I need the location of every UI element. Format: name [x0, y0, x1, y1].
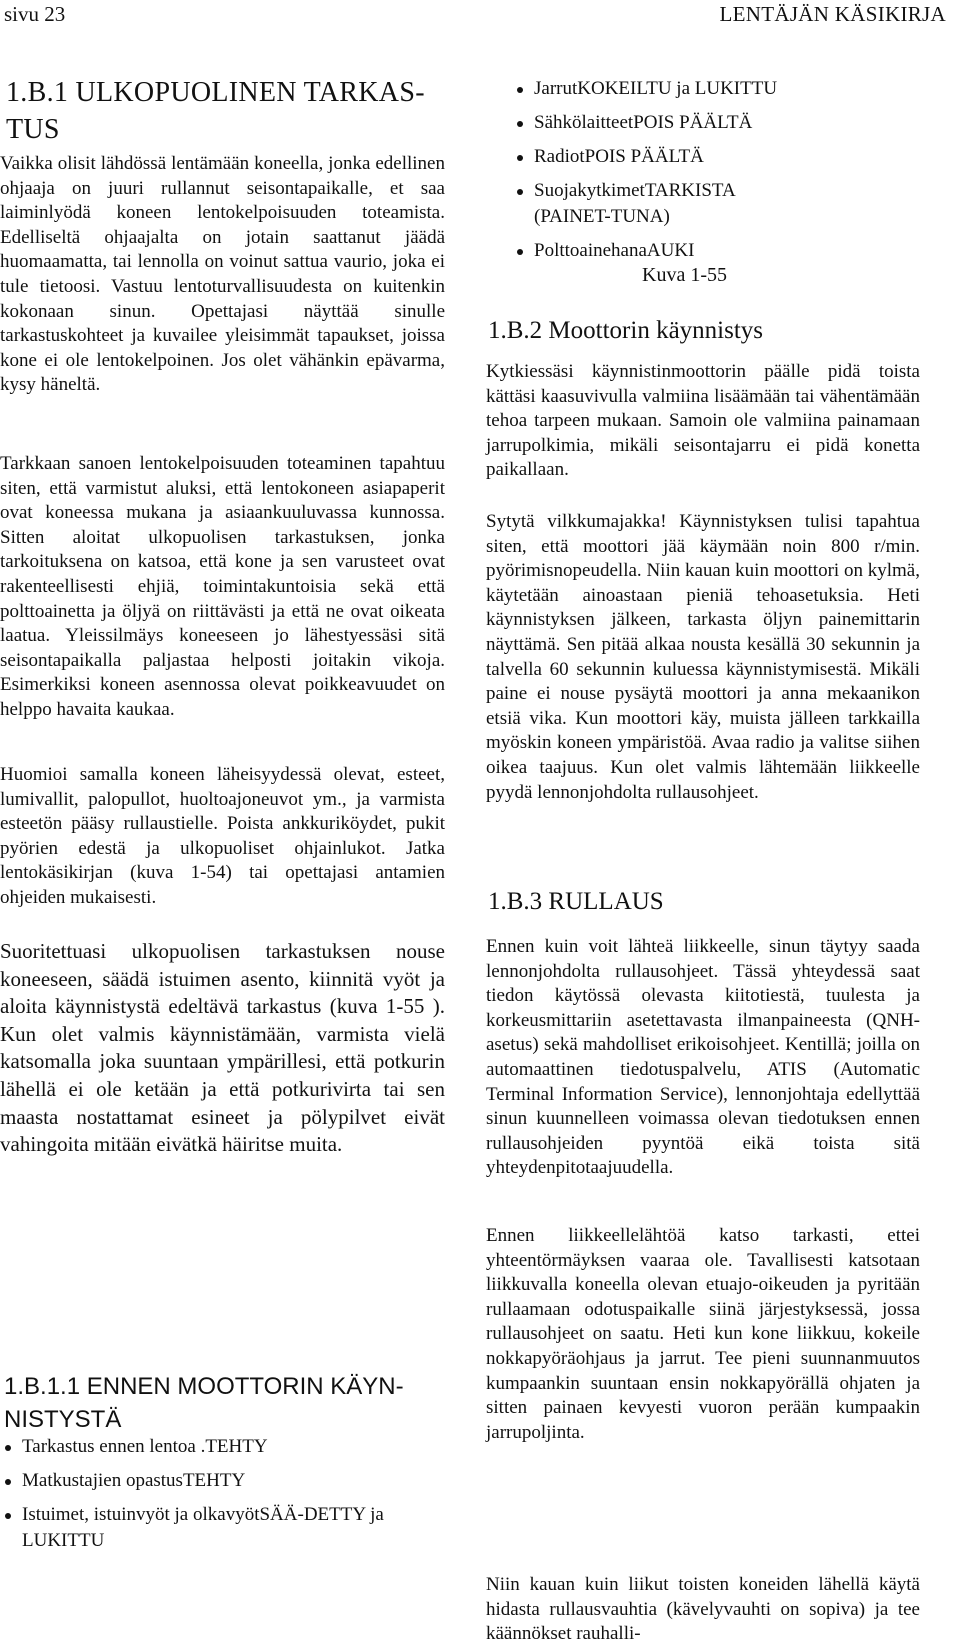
checklist-item: PolttoainehanaAUKI	[512, 238, 812, 264]
paragraph: Ennen liikkeellelähtöä katso tarkasti, ettei yhteentörmäyksen vaaraa ole. Tavallisesti katsotaan liikkuvalla koneella olevan etuajo-oikeuden ja pyritään rullaamaan odotuspaikalle siinä järjestyksessä, jossa rullausohjeet on saatu. Heti kun kone liikkuu, kokeile nokkapyöräohjaus ja jarrut. Tee pieni suunnanmuutos kumpaankin suuntaan ensin nokkapyörällä ohjaten ja sitten painaen kevyesti vuoron perään kumpaakin jarrupoljinta.	[486, 1225, 920, 1443]
paragraph: Sytytä vilkkumajakka! Käynnistyksen tulisi tapahtua siten, että moottori jää käymään noin 800 r/min. pyörimisnopeudella. Niin kauan kuin moottori on kylmä, käytetään ainoastaan pieniä tehoasetuksia. Heti käynnistyksen jälkeen, tarkasta öljyn painemittarin näyttämä. Sen pitää alkaa nousta kesällä 30 sekunnin ja talvella 60 sekunnin kuluessa käynnistymisestä. Mikäli paine ei nouse pysäytä moottori ja anna mekaanikon etsiä vika. Kun moottori käy, muista jälleen tarkkailla myöskin koneen ympäristöä. Avaa radio ja valitse siihen oikea taajuus. Kun olet valmis lähtemään liikkeelle pyydä lennonjohdolta rullausohjeet.	[486, 511, 920, 803]
checklist-item: SuojakytkimetTARKISTA (PAINET-TUNA)	[512, 178, 812, 230]
paragraph: Niin kauan kuin liikut toisten koneiden lähellä käytä hidasta rullausvauhtia (kävelyvauhti on sopiva) ja tee käännökset rauhalli-	[486, 1574, 920, 1645]
checklist	[512, 76, 812, 272]
checklist-item: SähkölaitteetPOIS PÄÄLTÄ	[512, 110, 812, 136]
checklist	[0, 1434, 445, 1562]
page-number: sivu 23	[4, 2, 66, 26]
figure-caption: Kuva 1-55	[642, 264, 727, 286]
checklist-item: JarrutKOKEILTU ja LUKITTU	[512, 76, 812, 102]
subsection-heading: 1.B.1.1 ENNEN MOOTTORIN KÄYN-NISTYSTÄ	[4, 1373, 404, 1433]
paragraph: Suoritettuasi ulkopuolisen tarkastuksen nouse koneeseen, säädä istuimen asento, kiinnitä vyöt ja aloita käynnistystä edeltävä tarkastus (kuva 1-55 ). Kun olet valmis käynnistämään, varmista vielä katsomalla joka suuntaan ympärillesi, että potkurin lähellä ei ole ketään ja että potkurivirta tai sen maasta nostattamat esineet ja pölypilvet eivät vahingoita mitään eivätkä häiritse muita.	[0, 939, 445, 1157]
paragraph: Vaikka olisit lähdössä lentämään koneella, jonka edellinen ohjaaja on juuri rullannut seisontapaikalle, et saa laiminlyödä koneen lentokelpoisuuden toteamista. Edelliseltä ohjaajalta on jotain saattanut jäädä huomaamatta, tai lennolla on voinut sattua vaurio, joka ei tule tietoosi. Vastuu lentoturvallisuudesta on kuitenkin kokonaan sinun. Opettajasi näyttää sinulle tarkastuskohteet ja kuvailee yleisimmät tapaukset, joissa kone ei ole lentokelpoinen. Jos olet vähänkin epävarma, kysy häneltä.	[0, 153, 445, 396]
section-heading: 1.B.1 ULKOPUOLINEN TARKAS-TUS	[6, 77, 425, 145]
section-heading: 1.B.2 Moottorin käynnistys	[488, 317, 764, 344]
checklist-item: RadiotPOIS PÄÄLTÄ	[512, 144, 812, 170]
checklist-item: Tarkastus ennen lentoa .TEHTY	[0, 1434, 445, 1460]
paragraph: Ennen kuin voit lähteä liikkeelle, sinun täytyy saada lennonjohdolta rullausohjeet. Tässä yhteydessä saat tiedon käytössä olevasta kiitotiestä, tuulesta ja korkeusmittariin asetettavasta ilmanpaineesta (QNH-asetus) sekä mahdolliset erikoisohjeet. Kentillä; joilla on automaattinen tiedotuspalvelu, ATIS (Automatic Terminal Information Service), lennonjohtaja edellyttää sinun kuunnelleen voimassa olevan tiedotuksen ennen rullausohjeiden pyyntöä eikä toista sitä yhteydenpitotaajuudella.	[486, 936, 920, 1179]
running-title: LENTÄJÄN KÄSIKIRJA	[719, 2, 946, 26]
paragraph: Tarkkaan sanoen lentokelpoisuuden toteaminen tapahtuu siten, että varmistut aluksi, että lentokoneen asiapaperit ovat koneessa mukana ja asiaankuuluvassa kunnossa. Sitten aloitat ulkopuolisen tarkastuksen, jonka tarkoituksena on katsoa, että kone ja sen varusteet ovat rakenteellisesti ehjiä, toimintakuntoisia sekä että polttoainetta ja öljyä on riittävästi ja että ne ovat oikeata laatua. Yleissilmäys koneeseen jo lähestyessäsi sitä seisontapaikalla paljastaa helposti joitakin vikoja. Esimerkiksi koneen asennossa olevat poikkeavuudet on helppo havaita kaukaa.	[0, 453, 445, 720]
paragraph: Kytkiessäsi käynnistinmoottorin päälle pidä toista kättäsi kaasuvivulla valmiina lisäämään tai vähentämään tehoa tarpeen mukaan. Samoin ole valmiina painamaan jarrupolkimia, mikäli seisontajarru ei pidä konetta paikallaan.	[486, 361, 920, 481]
checklist-item: Istuimet, istuinvyöt ja olkavyötSÄÄ-DETTY ja LUKITTU	[0, 1502, 445, 1554]
page-header	[0, 0, 960, 40]
checklist-item: Matkustajien opastusTEHTY	[0, 1468, 445, 1494]
paragraph: Huomioi samalla koneen läheisyydessä olevat, esteet, lumivallit, palopullot, huoltoajoneuvot ym., ja varmista esteetön pääsy rullaustielle. Poista ankkuriköydet, pukit pyörien edestä ja ulkopuoliset ohjainlukot. Jatka lentokäsikirjan (kuva 1-54) tai opettajasi antamien ohjeiden mukaisesti.	[0, 764, 445, 908]
section-heading: 1.B.3 RULLAUS	[488, 888, 664, 915]
